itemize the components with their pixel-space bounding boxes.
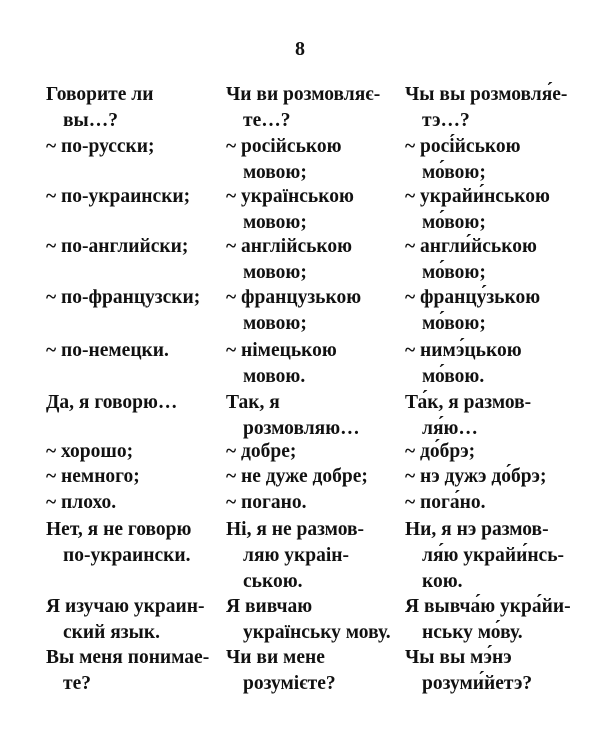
ukrainian-phrase-line: розмовляю… — [243, 418, 360, 439]
russian-phrase — [46, 439, 133, 465]
russian-phrase-line: Вы меня понимае- — [46, 647, 210, 668]
russian-phrase — [46, 338, 169, 364]
ukrainian-phrase — [226, 134, 342, 186]
russian-phrase-line: ~ по-немецки. — [46, 340, 169, 361]
russian-phrase — [46, 464, 140, 490]
russian-phrase-line: ~ хорошо; — [46, 441, 134, 462]
ukrainian-phrase — [226, 285, 361, 337]
transcription-phrase-line: нську мо́ву. — [422, 622, 523, 643]
ukrainian-phrase-line: мовою; — [243, 162, 307, 183]
transcription-phrase — [405, 390, 531, 442]
transcription-phrase-line: мо́вою; — [422, 262, 486, 283]
russian-phrase — [46, 390, 177, 416]
transcription-phrase-line: тэ…? — [422, 110, 470, 131]
ukrainian-phrase-line: ~ німецькою — [226, 340, 337, 361]
transcription-phrase — [405, 338, 522, 390]
ukrainian-phrase-line: ~ англійською — [226, 236, 353, 257]
russian-phrase — [46, 184, 190, 210]
russian-phrase-line: ~ по-французски; — [46, 287, 201, 308]
russian-phrase-line: ~ немного; — [46, 466, 140, 487]
transcription-phrase-line: ~ до́брэ; — [405, 441, 476, 462]
ukrainian-phrase-line: Ні, я не размов- — [226, 519, 364, 540]
ukrainian-phrase-line: Я вивчаю — [226, 596, 313, 617]
ukrainian-phrase-line: ~ французькою — [226, 287, 362, 308]
transcription-phrase-line: ля́ю украйи́нсь- — [422, 545, 565, 566]
ukrainian-phrase-line: розумієте? — [243, 673, 336, 694]
transcription-phrase-line: Та́к, я размов- — [405, 392, 532, 413]
transcription-phrase-line: Я вывча́ю укра́йи- — [405, 596, 571, 617]
ukrainian-phrase — [226, 439, 296, 465]
transcription-phrase-line: ~ росі́йською — [405, 136, 521, 157]
transcription-phrase — [405, 184, 550, 236]
transcription-phrase-line: Чы вы розмовля́е- — [405, 84, 568, 105]
russian-phrase-line: ский язык. — [63, 622, 160, 643]
transcription-phrase — [405, 285, 540, 337]
transcription-phrase — [405, 439, 475, 465]
ukrainian-phrase-line: мовою; — [243, 262, 307, 283]
russian-phrase-line: ~ по-украински; — [46, 186, 191, 207]
transcription-phrase-line: Чы вы мэ́нэ — [405, 647, 512, 668]
transcription-phrase-line: ~ украйи́нською — [405, 186, 550, 207]
russian-phrase-line: Да, я говорю… — [46, 392, 178, 413]
ukrainian-phrase — [226, 490, 306, 516]
ukrainian-phrase-line: ~ російською — [226, 136, 342, 157]
transcription-phrase-line: ~ нимэ́цькою — [405, 340, 522, 361]
russian-phrase — [46, 517, 191, 569]
ukrainian-phrase — [226, 464, 368, 490]
ukrainian-phrase-line: ~ українською — [226, 186, 354, 207]
ukrainian-phrase-line: ляю украін- — [243, 545, 349, 566]
ukrainian-phrase — [226, 184, 354, 236]
ukrainian-phrase-line: ською. — [243, 571, 303, 592]
ukrainian-phrase-line: мовою. — [243, 366, 306, 387]
ukrainian-phrase-line: українську мову. — [243, 622, 391, 643]
transcription-phrase-line: розуми́йетэ? — [422, 673, 533, 694]
transcription-phrase — [405, 82, 567, 134]
transcription-phrase-line: мо́вою; — [422, 212, 486, 233]
russian-phrase-line: Я изучаю украин- — [46, 596, 205, 617]
ukrainian-phrase-line: те…? — [243, 110, 291, 131]
transcription-phrase-line: кою. — [422, 571, 463, 592]
ukrainian-phrase-line: ~ не дуже добре; — [226, 466, 368, 487]
ukrainian-phrase-line: Чи ви мене — [226, 647, 325, 668]
transcription-phrase-line: ~ пога́но. — [405, 492, 486, 513]
russian-phrase-line: Говорите ли — [46, 84, 154, 105]
ukrainian-phrase-line: Чи ви розмовляє- — [226, 84, 381, 105]
transcription-phrase-line: мо́вою. — [422, 366, 485, 387]
transcription-phrase — [405, 464, 546, 490]
transcription-phrase-line: ля́ю… — [422, 418, 478, 439]
russian-phrase-line: ~ по-английски; — [46, 236, 189, 257]
ukrainian-phrase — [226, 82, 380, 134]
ukrainian-phrase — [226, 517, 364, 595]
transcription-phrase — [405, 594, 571, 646]
ukrainian-phrase-line: Так, я — [226, 392, 280, 413]
transcription-phrase — [405, 517, 564, 595]
transcription-phrase-line: мо́вою; — [422, 162, 486, 183]
ukrainian-phrase-line: мовою; — [243, 313, 307, 334]
russian-phrase — [46, 82, 153, 134]
transcription-phrase-line: ~ нэ дужэ до́брэ; — [405, 466, 547, 487]
ukrainian-phrase — [226, 234, 352, 286]
transcription-phrase — [405, 134, 521, 186]
russian-phrase — [46, 594, 204, 646]
russian-phrase — [46, 234, 188, 260]
ukrainian-phrase-line: ~ добре; — [226, 441, 297, 462]
ukrainian-phrase — [226, 645, 336, 697]
russian-phrase-line: ~ плохо. — [46, 492, 117, 513]
russian-phrase — [46, 645, 209, 697]
russian-phrase-line: ~ по-русски; — [46, 136, 155, 157]
transcription-phrase-line: ~ францу́зькою — [405, 287, 541, 308]
russian-phrase-line: по-украински. — [63, 545, 191, 566]
ukrainian-phrase-line: ~ погано. — [226, 492, 307, 513]
ukrainian-phrase — [226, 338, 337, 390]
transcription-phrase — [405, 645, 532, 697]
russian-phrase-line: Нет, я не говорю — [46, 519, 192, 540]
transcription-phrase-line: ~ англи́йською — [405, 236, 537, 257]
russian-phrase — [46, 134, 155, 160]
page-number: 8 — [295, 38, 305, 60]
russian-phrase — [46, 285, 200, 311]
transcription-phrase — [405, 490, 485, 516]
russian-phrase-line: вы…? — [63, 110, 119, 131]
ukrainian-phrase — [226, 390, 360, 442]
transcription-phrase — [405, 234, 537, 286]
russian-phrase — [46, 490, 116, 516]
transcription-phrase-line: мо́вою; — [422, 313, 486, 334]
ukrainian-phrase — [226, 594, 391, 646]
transcription-phrase-line: Ни, я нэ размов- — [405, 519, 549, 540]
ukrainian-phrase-line: мовою; — [243, 212, 307, 233]
russian-phrase-line: те? — [63, 673, 91, 694]
